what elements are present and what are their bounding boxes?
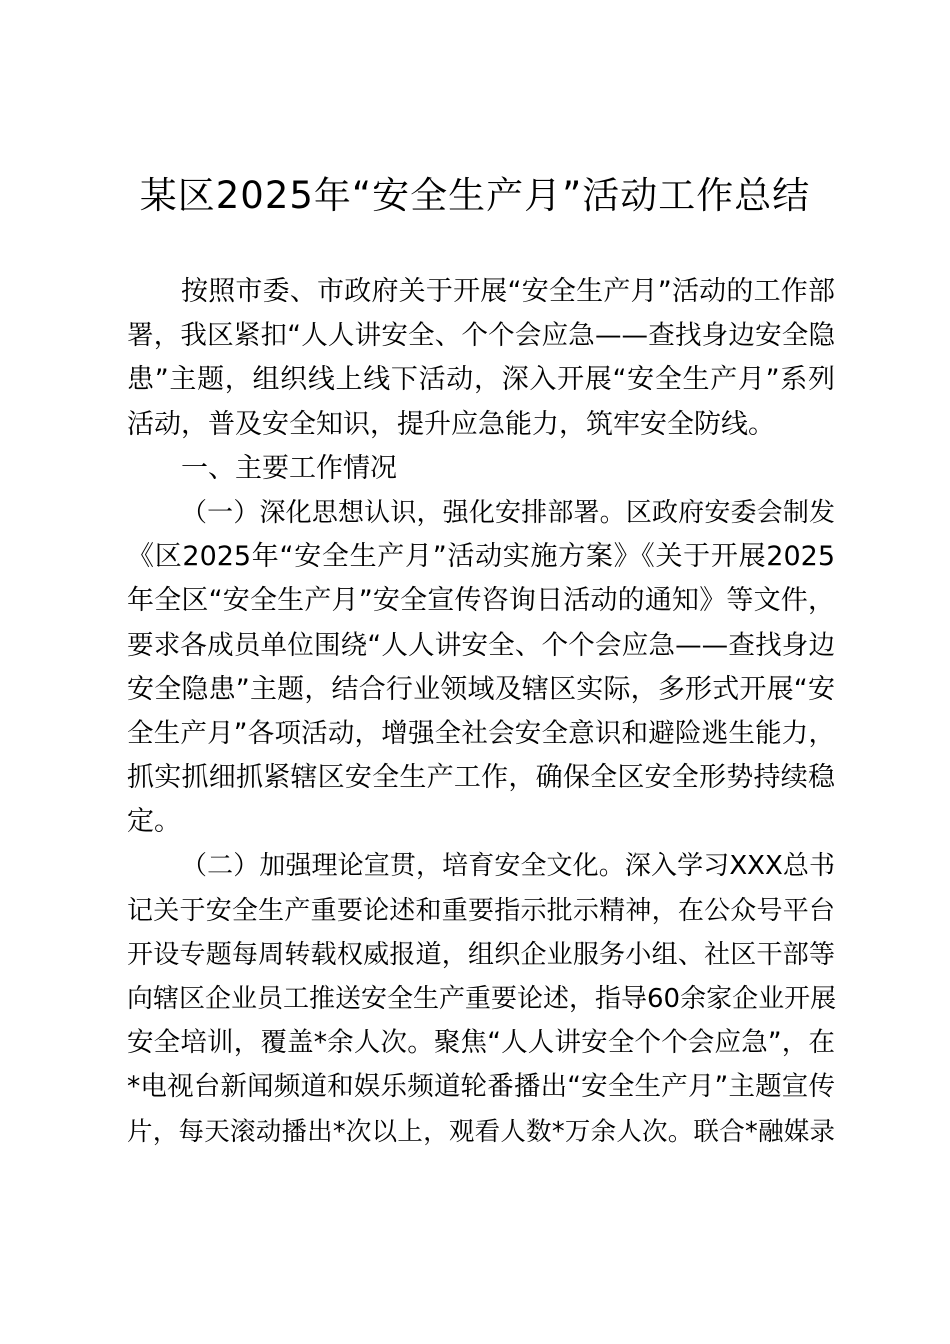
- paragraph-line: 安全培训，覆盖*余人次。聚焦“人人讲安全个个会应急”，在: [127, 1027, 835, 1059]
- paragraph-line: （二）加强理论宣贯，培育安全文化。深入学习XXX总书: [181, 851, 835, 882]
- paragraph-line: （一）深化思想认识，强化安排部署。区政府安委会制发: [181, 497, 835, 528]
- section-heading: 一、主要工作情况: [181, 452, 397, 484]
- paragraph-line: 《区2025年“安全生产月”活动实施方案》《关于开展2025: [127, 541, 835, 573]
- paragraph-line: 要求各成员单位围绕“人人讲安全、个个会应急——查找身边: [127, 629, 835, 661]
- paragraph-line: 患”主题，组织线上线下活动，深入开展“安全生产月”系列: [127, 364, 835, 396]
- paragraph-line: *电视台新闻频道和娱乐频道轮番播出“安全生产月”主题宣传: [127, 1071, 835, 1103]
- paragraph-line: 定。: [127, 806, 181, 838]
- paragraph-line: 安全隐患”主题，结合行业领域及辖区实际，多形式开展“安: [127, 673, 835, 705]
- paragraph-line: 记关于安全生产重要论述和重要指示批示精神，在公众号平台: [127, 895, 835, 926]
- document-title: 某区2025年“安全生产月”活动工作总结: [139, 174, 811, 217]
- paragraph-line: 向辖区企业员工推送安全生产重要论述，指导60余家企业开展: [127, 984, 837, 1014]
- paragraph-line: 全生产月”各项活动，增强全社会安全意识和避险逃生能力，: [127, 717, 835, 749]
- paragraph-line: 抓实抓细抓紧辖区安全生产工作，确保全区安全形势持续稳: [127, 762, 835, 794]
- paragraph-line: 片，每天滚动播出*次以上，观看人数*万余人次。联合*融媒录: [127, 1116, 835, 1147]
- paragraph-line: 按照市委、市政府关于开展“安全生产月”活动的工作部: [181, 276, 835, 307]
- paragraph-line: 署，我区紧扣“人人讲安全、个个会应急——查找身边安全隐: [127, 320, 835, 352]
- paragraph-line: 年全区“安全生产月”安全宣传咨询日活动的通知》等文件，: [127, 585, 835, 617]
- document-body: [127, 270, 835, 1154]
- paragraph-line: 开设专题每周转载权威报道，组织企业服务小组、社区干部等: [127, 939, 835, 970]
- paragraph-line: 活动，普及安全知识，提升应急能力，筑牢安全防线。: [127, 408, 775, 440]
